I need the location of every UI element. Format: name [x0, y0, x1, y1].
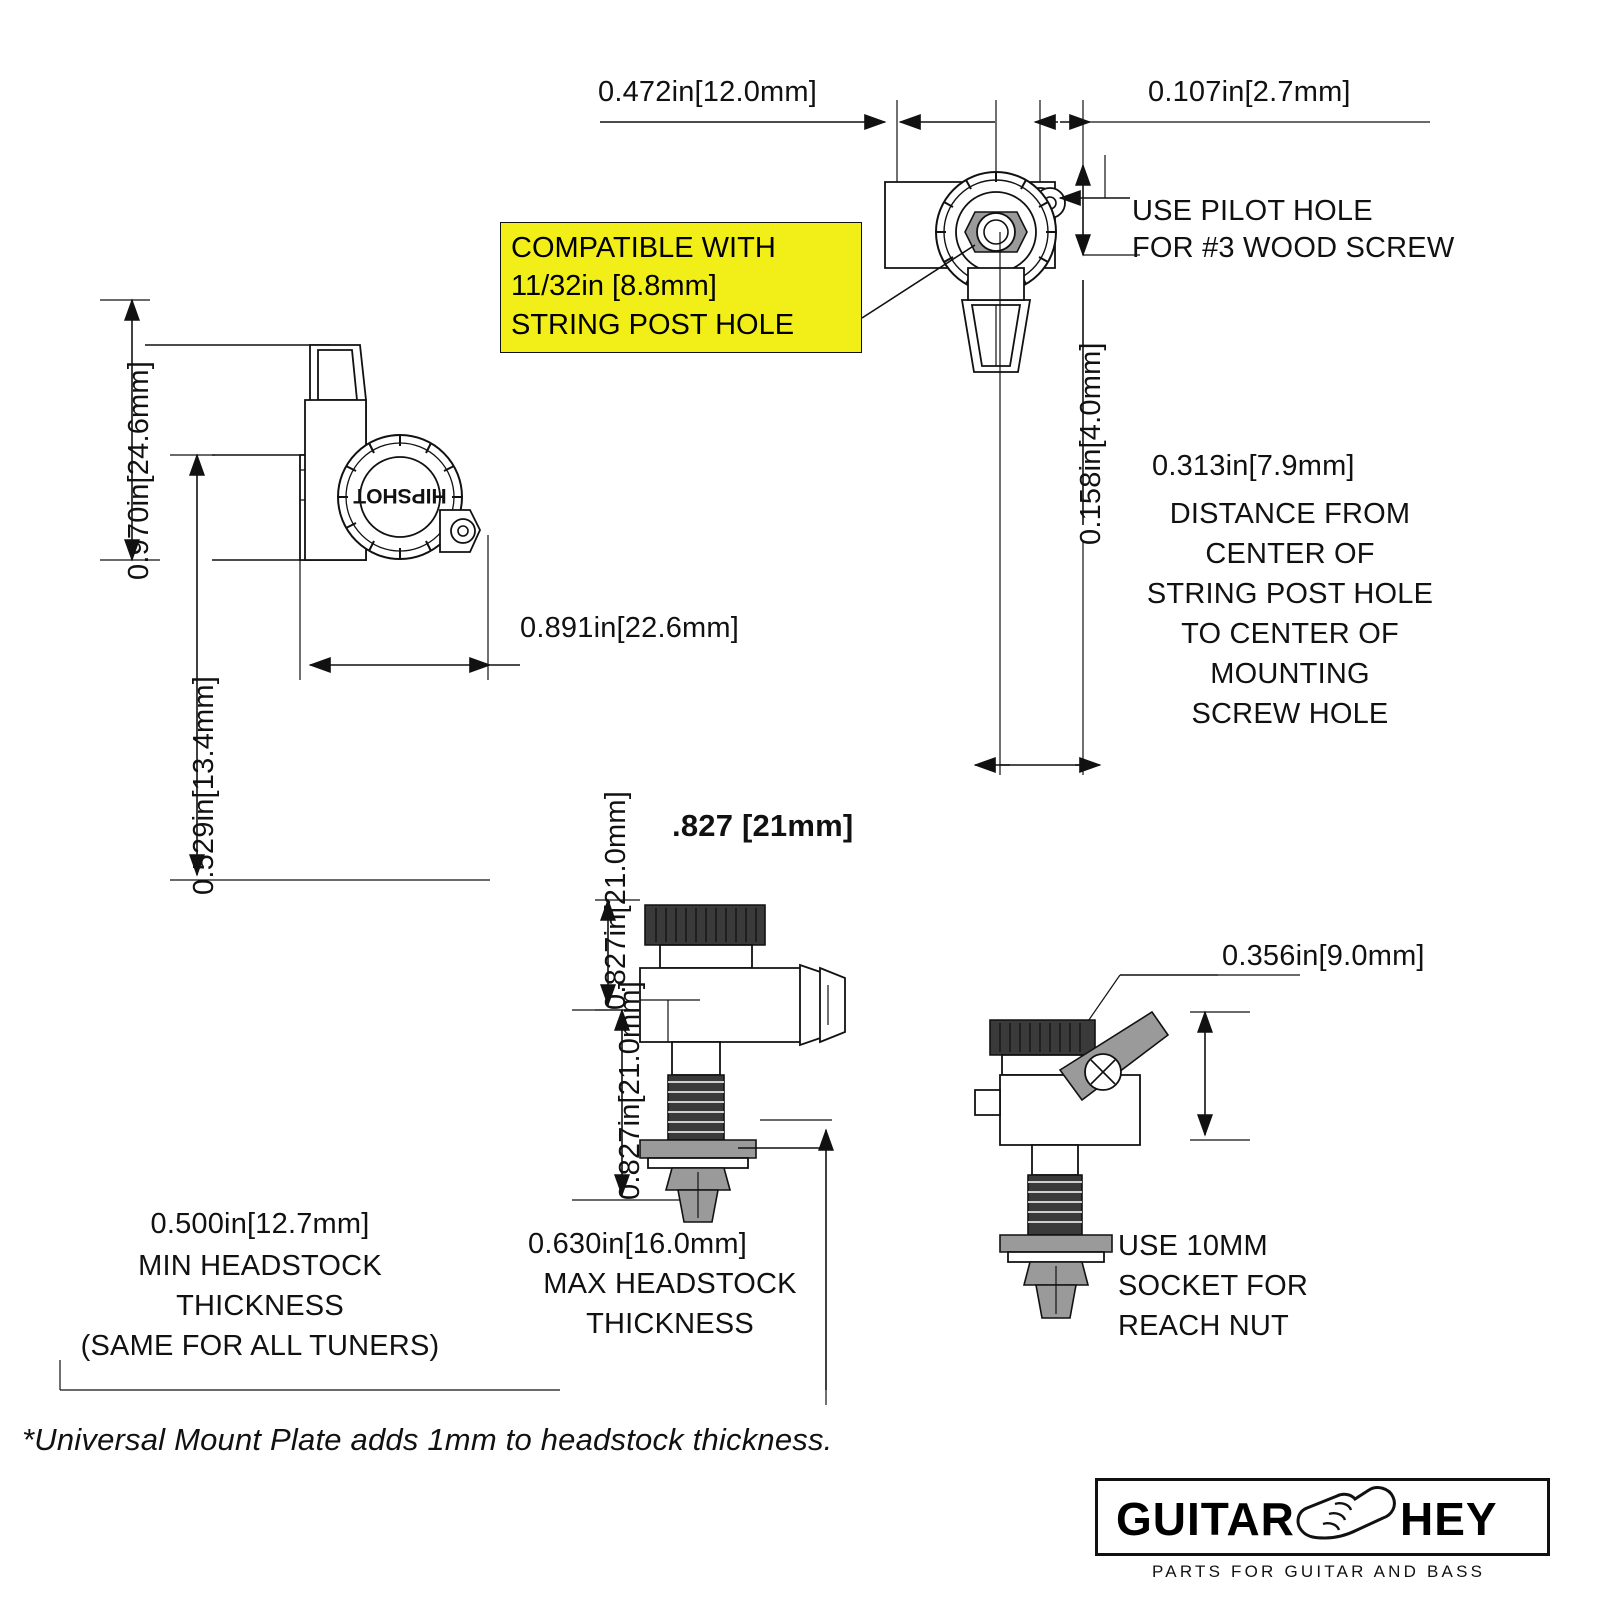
pilot-hole-note-line-2: FOR #3 WOOD SCREW: [1132, 232, 1455, 264]
dimension-nut-width: 0.356in[9.0mm]: [1222, 940, 1425, 972]
dimension-top-left: 0.472in[12.0mm]: [598, 76, 818, 108]
post-to-screw-note-1: DISTANCE FROM: [1169, 498, 1411, 530]
socket-note-3: REACH NUT: [1118, 1310, 1289, 1342]
post-to-screw-note-3: STRING POST HOLE: [1146, 578, 1434, 610]
socket-note-1: USE 10MM: [1118, 1230, 1268, 1262]
min-headstock-note-3: (SAME FOR ALL TUNERS): [80, 1330, 440, 1362]
dimension-post-height-label: .827 [21mm]: [672, 808, 854, 843]
callout-line-1: COMPATIBLE WITH: [511, 232, 776, 264]
max-headstock-note-2: THICKNESS: [586, 1308, 754, 1340]
max-headstock-note-1: MAX HEADSTOCK: [543, 1268, 797, 1300]
dimension-top-right: 0.107in[2.7mm]: [1148, 76, 1351, 108]
post-to-screw-note-2: CENTER OF: [1205, 538, 1375, 570]
dimension-height-lower: 0.529in[13.4mm]: [188, 675, 220, 895]
footnote: *Universal Mount Plate adds 1mm to headstock thickness.: [22, 1422, 833, 1457]
svg-text:HIPSHOT: HIPSHOT: [353, 484, 447, 507]
callout-line-3: STRING POST HOLE: [511, 308, 795, 341]
post-to-screw-note-4: TO CENTER OF: [1181, 618, 1399, 650]
dimension-max-headstock: 0.630in[16.0mm]: [528, 1228, 748, 1260]
dimension-post-to-screw: 0.313in[7.9mm]: [1152, 450, 1355, 482]
pilot-hole-note-line-1: USE PILOT HOLE: [1132, 195, 1373, 227]
hand-pointing-icon: [1285, 1478, 1415, 1558]
dimension-min-headstock: 0.500in[12.7mm]: [150, 1208, 370, 1240]
post-to-screw-note-6: SCREW HOLE: [1191, 698, 1389, 730]
dimension-height-overall: 0.970in[24.6mm]: [123, 360, 155, 580]
dimension-4mm-vertical: 0.158in[4.0mm]: [1075, 342, 1107, 545]
dimension-width-side: 0.891in[22.6mm]: [520, 612, 740, 644]
dimension-post-827: 0.827in[21.0mm]: [614, 980, 646, 1200]
min-headstock-note-1: MIN HEADSTOCK: [138, 1250, 382, 1282]
socket-note-2: SOCKET FOR: [1118, 1270, 1308, 1302]
dimension-post-21mm-upper: 0.827in[21.0mm]: [600, 790, 632, 1010]
brand-name-left: GUITAR: [1116, 1493, 1295, 1545]
callout-line-2: 11/32in [8.8mm]: [511, 270, 717, 303]
post-to-screw-note-5: MOUNTING: [1210, 658, 1370, 690]
brand-name-right: HEY: [1400, 1493, 1498, 1545]
compatibility-callout: [500, 222, 862, 353]
min-headstock-note-2: THICKNESS: [176, 1290, 344, 1322]
brand-tagline: PARTS FOR GUITAR AND BASS: [1152, 1562, 1486, 1581]
